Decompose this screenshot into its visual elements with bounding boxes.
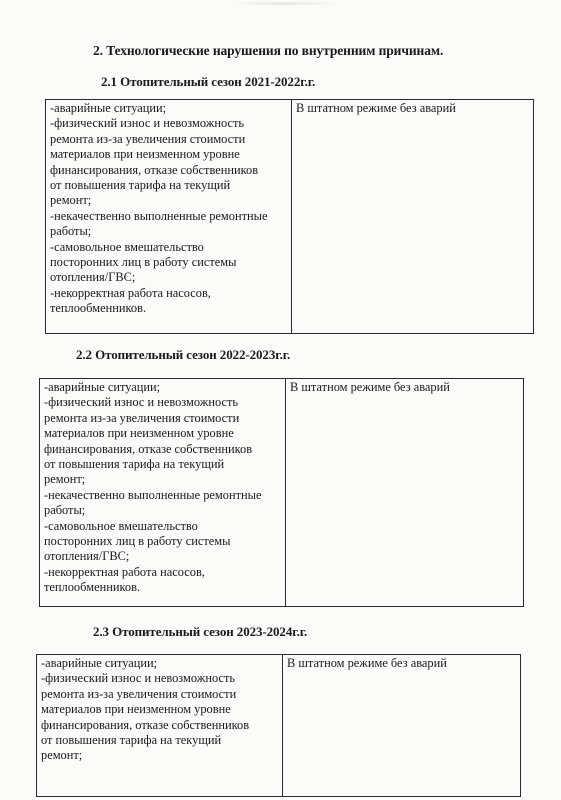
section-heading: 2. Технологические нарушения по внутренним причинам. [93, 43, 444, 58]
table-row [46, 100, 534, 334]
cause-line: финансирования, отказе собственников [41, 717, 250, 732]
cause-line: ремонт; [44, 472, 86, 487]
cause-line: -физический износ и невозможность [44, 395, 239, 410]
season-table-2023-2024 [36, 654, 521, 797]
cause-line: -физический износ и невозможность [50, 116, 245, 131]
status-text: В штатном режиме без аварий [287, 656, 447, 670]
cause-line: -самовольное вмешательство [50, 239, 204, 254]
causes-cell [46, 100, 292, 334]
season-title-2023-2024: 2.3 Отопительный сезон 2023-2024г.г. [93, 624, 308, 639]
cause-line: -некачественно выполненные ремонтные [50, 208, 268, 223]
cause-line: теплообменников. [44, 580, 141, 595]
cause-line: от повышения тарифа на текущий [50, 178, 231, 193]
cause-line: материалов при неизменном уровне [50, 147, 240, 162]
cause-line: теплообменников. [50, 301, 147, 316]
cause-line: -некачественно выполненные ремонтные [44, 487, 262, 502]
cause-line: посторонних лиц в работу системы [44, 534, 231, 549]
cause-line: -аварийные ситуации; [50, 101, 167, 115]
status-text: В штатном режиме без аварий [296, 101, 456, 115]
causes-cell [37, 655, 283, 797]
cause-line: ремонт; [41, 748, 83, 763]
cause-line: ремонта из-за увеличения стоимости [41, 686, 237, 701]
season-title-2022-2023: 2.2 Отопительный сезон 2022-2023г.г. [76, 347, 291, 362]
cause-line: материалов при неизменном уровне [41, 702, 231, 717]
status-text: В штатном режиме без аварий [290, 380, 450, 394]
cause-line: -самовольное вмешательство [44, 518, 198, 533]
cause-line: -аварийные ситуации; [44, 380, 161, 394]
cause-line: ремонта из-за увеличения стоимости [50, 131, 246, 146]
scan-artifact [230, 2, 340, 5]
status-cell [283, 655, 521, 797]
cause-line: работы; [44, 503, 86, 518]
cause-line: от повышения тарифа на текущий [44, 457, 225, 472]
season-table-2021-2022 [45, 99, 534, 334]
cause-line: -аварийные ситуации; [41, 656, 158, 670]
cause-line: -физический износ и невозможность [41, 671, 236, 686]
cause-line: материалов при неизменном уровне [44, 426, 234, 441]
table-row [37, 655, 521, 797]
status-cell [286, 379, 524, 607]
cause-line: -некорректная работа насосов, [44, 564, 205, 579]
cause-line: финансирования, отказе собственников [44, 441, 253, 456]
causes-cell [40, 379, 286, 607]
season-table-2022-2023 [39, 378, 524, 607]
table-row [40, 379, 524, 607]
cause-line: ремонт; [50, 193, 92, 208]
cause-line: -некорректная работа насосов, [50, 285, 211, 300]
cause-line: отопления/ГВС; [44, 549, 130, 564]
status-cell [292, 100, 534, 334]
cause-line: от повышения тарифа на текущий [41, 733, 222, 748]
season-title-2021-2022: 2.1 Отопительный сезон 2021-2022г.г. [101, 74, 316, 89]
cause-line: посторонних лиц в работу системы [50, 255, 237, 270]
cause-line: работы; [50, 224, 92, 239]
cause-line: ремонта из-за увеличения стоимости [44, 410, 240, 425]
cause-line: отопления/ГВС; [50, 270, 136, 285]
cause-line: финансирования, отказе собственников [50, 162, 259, 177]
